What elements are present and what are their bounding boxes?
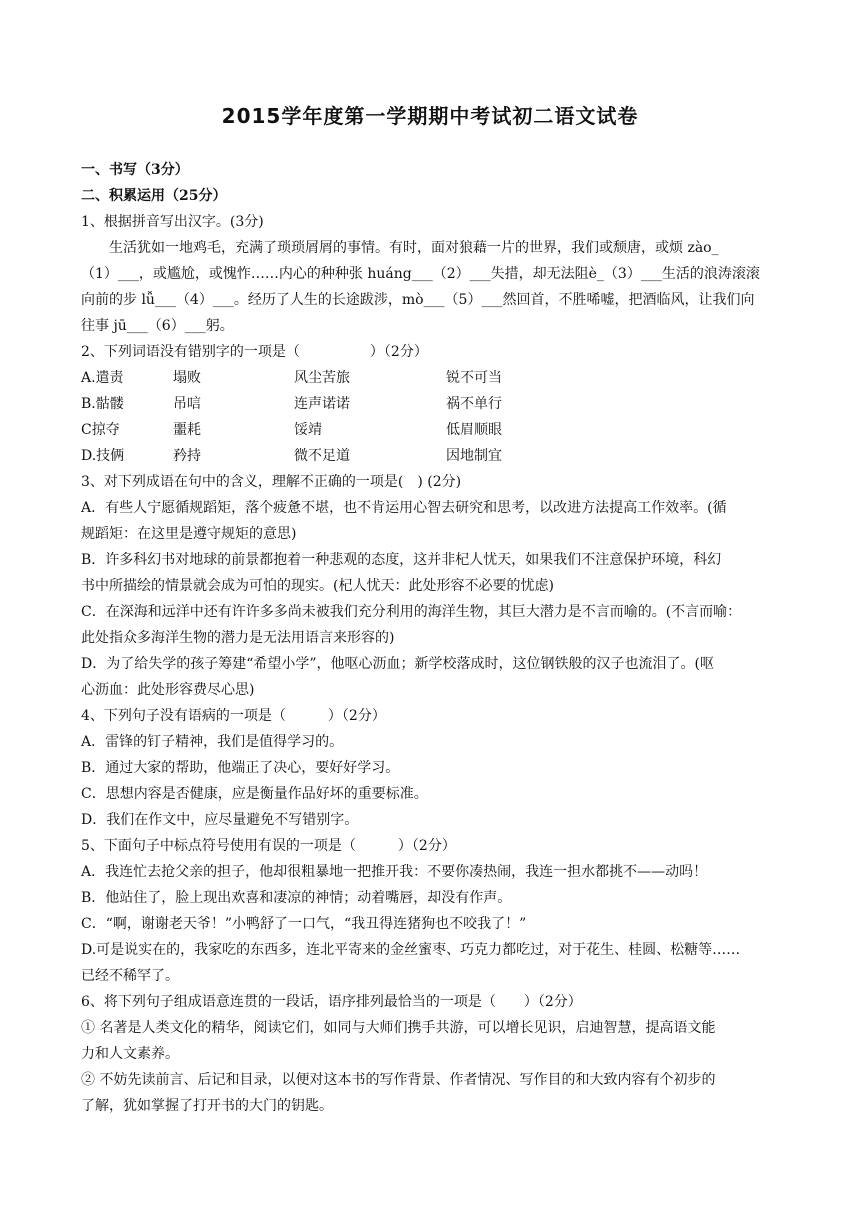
q3-head: 3、对下列成语在句中的含义，理解不正确的一项是( ) (2分) [81, 474, 462, 490]
q1-head: 1、根据拼音写出汉字。(3分) [81, 214, 264, 230]
q2-c-word-3: 馁靖 [294, 422, 322, 438]
q2-d-word-2: 矜持 [173, 448, 201, 464]
q2-b-word-2: 吊唁 [173, 396, 201, 412]
q5-head: 5、下面句子中标点符号使用有误的一项是（ ）（2分） [81, 838, 456, 854]
q2-a-word-4: 锐不可当 [446, 370, 502, 386]
q2-c-word-4: 低眉顺眼 [446, 422, 502, 438]
q2-d-word-1: D.技俩 [81, 448, 125, 464]
q3-line: D．为了给失学的孩子筹建“希望小学”，他呕心沥血；新学校落成时，这位钢铁般的汉子也流泪了。(呕 [81, 656, 714, 672]
q5-option: C．“啊，谢谢老天爷！”小鸭舒了一口气，“我丑得连猪狗也不咬我了！” [81, 916, 527, 932]
q3-line: B．许多科幻书对地球的前景都抱着一种悲观的态度，这并非杞人忧天，如果我们不注意保护环境，科幻 [81, 552, 722, 568]
q2-b-word-1: B.骷髅 [81, 396, 124, 412]
q4-option: D．我们在作文中，应尽量避免不写错别字。 [81, 812, 359, 828]
q2-c-word-1: C掠夺 [81, 422, 120, 438]
q3-line: A．有些人宁愿循规蹈矩，落个疲惫不堪，也不肯运用心智去研究和思考，以改进方法提高工作效率。(循 [81, 500, 727, 516]
q2-option-c [81, 417, 781, 443]
q4-option: A．雷锋的钉子精神，我们是值得学习的。 [81, 734, 344, 750]
q6-head: 6、将下列句子组成语意连贯的一段话，语序排列最恰当的一项是（ ）（2分） [81, 994, 582, 1010]
q6-sentence: ② 不妨先读前言、后记和目录，以便对这本书的写作背景、作者情况、写作目的和大致内容有个初步的 [81, 1072, 716, 1088]
q3-line: C．在深海和远洋中还有许许多多尚未被我们充分利用的海洋生物，其巨大潜力是不言而喻的。(不言而喻： [81, 604, 742, 620]
exam-content [81, 157, 781, 1119]
q5-option: A．我连忙去抢父亲的担子，他却很粗暴地一把推开我：不要你凑热闹，我连一担水都挑不——动吗！ [81, 864, 708, 880]
section-writing: 一、书写（3分） [81, 162, 189, 178]
q4-head: 4、下列句子没有语病的一项是（ ）（2分） [81, 708, 386, 724]
q3-line: 规蹈矩：在这里是遵守规矩的意思) [81, 526, 297, 542]
q6-sentence: ① 名著是人类文化的精华，阅读它们，如同与大师们携手共游，可以增长见识，启迪智慧，提高语文能 [81, 1020, 716, 1036]
q3-line: 书中所描绘的情景就会成为可怕的现实。(杞人忧天：此处形容不必要的忧虑) [81, 578, 554, 594]
q1-line-1: 生活犹如一地鸡毛，充满了琐琐屑屑的事情。有时，面对狼藉一片的世界，我们或颓唐，或烦 zào_ [109, 240, 719, 256]
q6-sentence: 了解，犹如掌握了打开书的大门的钥匙。 [81, 1098, 333, 1114]
q6-sentence: 力和人文素养。 [81, 1046, 179, 1062]
q5-option: B．他站住了，脸上现出欢喜和凄凉的神情；动着嘴唇，却没有作声。 [81, 890, 512, 906]
q2-c-word-2: 噩耗 [173, 422, 201, 438]
q2-option-b [81, 391, 781, 417]
q2-a-word-2: 塌败 [173, 370, 201, 386]
q4-option: B．通过大家的帮助，他端正了决心，要好好学习。 [81, 760, 400, 776]
q2-b-word-3: 连声诺诺 [294, 396, 350, 412]
q5-option: 已经不稀罕了。 [81, 968, 179, 984]
section-accumulation: 二、积累运用（25分） [81, 188, 227, 204]
q3-line: 心沥血：此处形容费尽心思) [81, 682, 255, 698]
q2-b-word-4: 祸不单行 [446, 396, 502, 412]
q2-head: 2、下列词语没有错别字的一项是（ ）（2分） [81, 344, 428, 360]
q3-line: 此处指众多海洋生物的潜力是无法用语言来形容的) [81, 630, 395, 646]
q2-a-word-3: 风尘苦旅 [294, 370, 350, 386]
q1-line-2: （1）___，或尴尬，或愧怍……内心的种种张 huáng___（2）___失措，却无法阻è_（3）___生活的浪涛滚滚 [81, 266, 760, 282]
q2-a-word-1: A.遣责 [81, 370, 124, 386]
q4-option: C．思想内容是否健康，应是衡量作品好坏的重要标准。 [81, 786, 428, 802]
q2-d-word-3: 微不足道 [294, 448, 350, 464]
exam-title: 2015学年度第一学期期中考试初二语文试卷 [221, 104, 639, 128]
q1-line-3: 向前的步 lǚ___（4）___。经历了人生的长途跋涉，mò___（5）___然回首，不胜唏嘘，把酒临风，让我们向 [81, 292, 755, 308]
q1-line-4: 往事 jū___（6）___躬。 [81, 318, 234, 334]
q2-option-a [81, 365, 781, 391]
q5-option: D.可是说实在的，我家吃的东西多，连北平寄来的金丝蜜枣、巧克力都吃过，对于花生、桂圆、松糖等…… [81, 942, 741, 958]
q2-d-word-4: 因地制宜 [446, 448, 502, 464]
q2-option-d [81, 443, 781, 469]
